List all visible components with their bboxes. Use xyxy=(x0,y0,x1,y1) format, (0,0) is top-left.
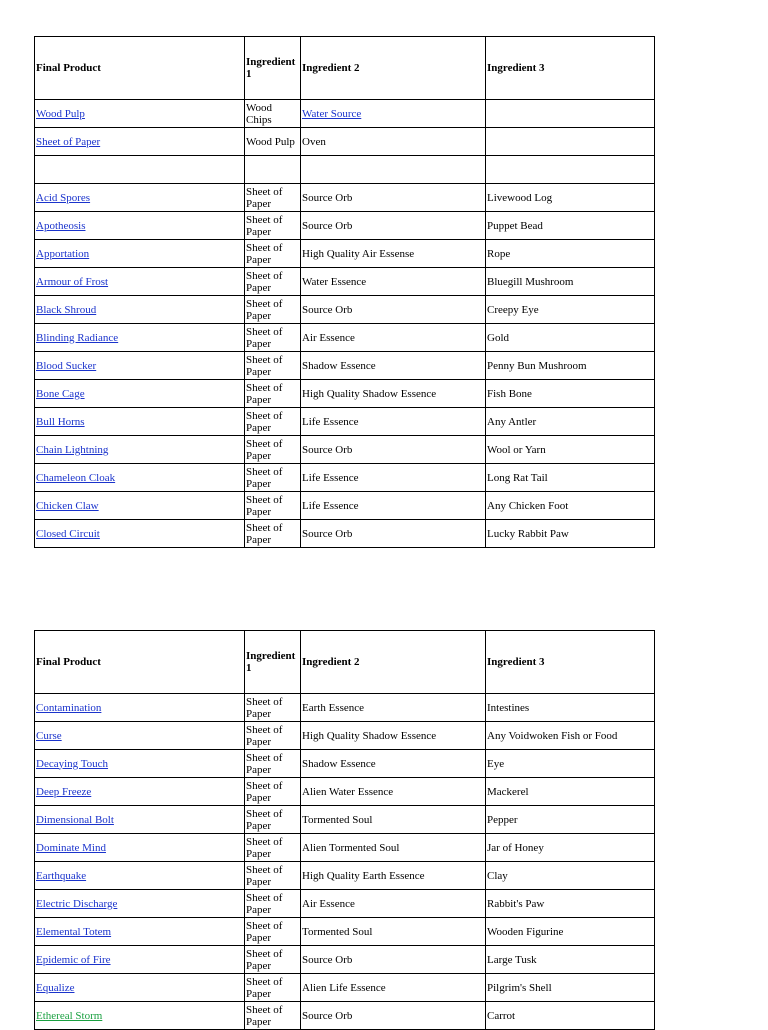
product-link[interactable]: Decaying Touch xyxy=(36,757,109,770)
cell-ingredient-1: Sheet of Paper xyxy=(245,806,301,834)
product-link[interactable]: Deep Freeze xyxy=(36,785,92,798)
header-ingredient-3: Ingredient 3 xyxy=(486,631,655,694)
cell-final-product xyxy=(35,156,245,184)
table-row xyxy=(35,750,655,778)
cell-ingredient-1: Sheet of Paper xyxy=(245,946,301,974)
product-link[interactable]: Elemental Totem xyxy=(36,925,112,938)
table-row xyxy=(35,240,655,268)
cell-ingredient-1: Sheet of Paper xyxy=(245,1002,301,1030)
cell-ingredient-3: Eye xyxy=(486,750,655,778)
cell-ingredient-2: Source Orb xyxy=(301,520,486,548)
cell-final-product xyxy=(35,722,245,750)
product-link[interactable]: Blinding Radiance xyxy=(36,331,119,344)
cell-final-product xyxy=(35,408,245,436)
product-link[interactable]: Blood Sucker xyxy=(36,359,97,372)
table-row xyxy=(35,212,655,240)
cell-ingredient-2: Life Essence xyxy=(301,408,486,436)
cell-final-product xyxy=(35,890,245,918)
table-row xyxy=(35,464,655,492)
header-ingredient-1: Ingredient 1 xyxy=(245,37,301,100)
cell-ingredient-1: Sheet of Paper xyxy=(245,520,301,548)
cell-ingredient-3: Creepy Eye xyxy=(486,296,655,324)
table-row xyxy=(35,694,655,722)
cell-ingredient-3: Penny Bun Mushroom xyxy=(486,352,655,380)
product-link[interactable]: Sheet of Paper xyxy=(36,135,101,148)
table-row xyxy=(35,296,655,324)
table-row xyxy=(35,492,655,520)
cell-final-product xyxy=(35,464,245,492)
cell-ingredient-3 xyxy=(486,128,655,156)
table-row xyxy=(35,974,655,1002)
cell-ingredient-3: Mackerel xyxy=(486,778,655,806)
cell-ingredient-3: Wooden Figurine xyxy=(486,918,655,946)
cell-ingredient-3: Large Tusk xyxy=(486,946,655,974)
cell-ingredient-3: Any Chicken Foot xyxy=(486,492,655,520)
cell-ingredient-2: Source Orb xyxy=(301,212,486,240)
table-row xyxy=(35,128,655,156)
cell-final-product xyxy=(35,212,245,240)
product-link[interactable]: Curse xyxy=(36,729,62,742)
product-link[interactable]: Apportation xyxy=(36,247,90,260)
cell-final-product xyxy=(35,694,245,722)
cell-final-product xyxy=(35,806,245,834)
cell-ingredient-2: Air Essence xyxy=(301,890,486,918)
cell-ingredient-1: Sheet of Paper xyxy=(245,212,301,240)
cell-final-product xyxy=(35,268,245,296)
cell-ingredient-1: Sheet of Paper xyxy=(245,722,301,750)
cell-ingredient-3: Any Antler xyxy=(486,408,655,436)
cell-final-product xyxy=(35,520,245,548)
product-link[interactable]: Armour of Frost xyxy=(36,275,109,288)
cell-ingredient-3: Fish Bone xyxy=(486,380,655,408)
cell-ingredient-3: Pilgrim's Shell xyxy=(486,974,655,1002)
cell-final-product xyxy=(35,1002,245,1030)
cell-ingredient-3 xyxy=(486,156,655,184)
table-row xyxy=(35,722,655,750)
cell-final-product xyxy=(35,296,245,324)
table-row xyxy=(35,520,655,548)
cell-ingredient-2: Earth Essence xyxy=(301,694,486,722)
header-ingredient-2: Ingredient 2 xyxy=(301,631,486,694)
table-row xyxy=(35,436,655,464)
cell-ingredient-2: High Quality Shadow Essence xyxy=(301,722,486,750)
cell-final-product xyxy=(35,184,245,212)
cell-ingredient-1: Sheet of Paper xyxy=(245,352,301,380)
table-row xyxy=(35,100,655,128)
cell-final-product xyxy=(35,436,245,464)
cell-ingredient-1: Sheet of Paper xyxy=(245,974,301,1002)
header-ingredient-2: Ingredient 2 xyxy=(301,37,486,100)
product-link[interactable]: Wood Pulp xyxy=(36,107,85,120)
cell-ingredient-2: Alien Water Essence xyxy=(301,778,486,806)
cell-ingredient-2: Water Essence xyxy=(301,268,486,296)
table-row xyxy=(35,778,655,806)
recipe-table-2 xyxy=(34,630,655,1030)
cell-ingredient-1: Sheet of Paper xyxy=(245,268,301,296)
cell-ingredient-1: Sheet of Paper xyxy=(245,324,301,352)
cell-ingredient-3: Any Voidwoken Fish or Food xyxy=(486,722,655,750)
cell-final-product xyxy=(35,946,245,974)
product-link[interactable]: Equalize xyxy=(36,981,75,994)
cell-ingredient-3: Rope xyxy=(486,240,655,268)
cell-ingredient-1: Sheet of Paper xyxy=(245,240,301,268)
product-link[interactable]: Chain Lightning xyxy=(36,443,109,456)
product-link[interactable]: Black Shroud xyxy=(36,303,97,316)
cell-ingredient-1: Sheet of Paper xyxy=(245,834,301,862)
cell-ingredient-1: Sheet of Paper xyxy=(245,778,301,806)
cell-ingredient-3: Puppet Bead xyxy=(486,212,655,240)
table-row xyxy=(35,918,655,946)
table-row xyxy=(35,862,655,890)
cell-ingredient-2: Source Orb xyxy=(301,1002,486,1030)
product-link[interactable]: Earthquake xyxy=(36,869,87,882)
table-row xyxy=(35,890,655,918)
cell-ingredient-1: Sheet of Paper xyxy=(245,408,301,436)
cell-ingredient-3: Carrot xyxy=(486,1002,655,1030)
table-row xyxy=(35,408,655,436)
product-link[interactable]: Contamination xyxy=(36,701,102,714)
cell-ingredient-3: Long Rat Tail xyxy=(486,464,655,492)
cell-ingredient-1: Sheet of Paper xyxy=(245,492,301,520)
product-link[interactable]: Electric Discharge xyxy=(36,897,118,910)
cell-ingredient-2: Source Orb xyxy=(301,436,486,464)
cell-ingredient-3 xyxy=(486,100,655,128)
cell-ingredient-3: Jar of Honey xyxy=(486,834,655,862)
cell-ingredient-1 xyxy=(245,156,301,184)
table-row xyxy=(35,806,655,834)
cell-ingredient-2: Life Essence xyxy=(301,464,486,492)
table-row xyxy=(35,156,655,184)
cell-final-product xyxy=(35,834,245,862)
cell-ingredient-1: Wood Pulp xyxy=(245,128,301,156)
cell-ingredient-1: Sheet of Paper xyxy=(245,184,301,212)
cell-final-product xyxy=(35,240,245,268)
cell-final-product xyxy=(35,100,245,128)
cell-final-product xyxy=(35,380,245,408)
cell-final-product xyxy=(35,128,245,156)
cell-ingredient-1: Sheet of Paper xyxy=(245,380,301,408)
cell-ingredient-1: Sheet of Paper xyxy=(245,296,301,324)
cell-ingredient-3: Bluegill Mushroom xyxy=(486,268,655,296)
cell-final-product xyxy=(35,778,245,806)
cell-ingredient-2: Alien Tormented Soul xyxy=(301,834,486,862)
cell-ingredient-3: Intestines xyxy=(486,694,655,722)
table-row xyxy=(35,1002,655,1030)
cell-ingredient-2: Life Essence xyxy=(301,492,486,520)
ingredient-link[interactable]: Water Source xyxy=(302,107,362,120)
cell-final-product xyxy=(35,352,245,380)
cell-ingredient-1: Sheet of Paper xyxy=(245,694,301,722)
cell-final-product xyxy=(35,324,245,352)
product-link[interactable]: Bull Horns xyxy=(36,415,85,428)
table-row xyxy=(35,268,655,296)
table-row xyxy=(35,352,655,380)
cell-ingredient-3: Clay xyxy=(486,862,655,890)
product-link[interactable]: Apotheosis xyxy=(36,219,86,232)
cell-ingredient-2: Source Orb xyxy=(301,184,486,212)
cell-final-product xyxy=(35,492,245,520)
cell-ingredient-2: Shadow Essence xyxy=(301,352,486,380)
product-link[interactable]: Chameleon Cloak xyxy=(36,471,116,484)
cell-final-product xyxy=(35,862,245,890)
cell-ingredient-3: Gold xyxy=(486,324,655,352)
header-ingredient-3: Ingredient 3 xyxy=(486,37,655,100)
product-link[interactable]: Dominate Mind xyxy=(36,841,106,854)
cell-ingredient-2: High Quality Air Essense xyxy=(301,240,486,268)
cell-ingredient-3: Wool or Yarn xyxy=(486,436,655,464)
cell-ingredient-1: Sheet of Paper xyxy=(245,464,301,492)
cell-ingredient-3: Livewood Log xyxy=(486,184,655,212)
header-ingredient-1: Ingredient 1 xyxy=(245,631,301,694)
table-header-row xyxy=(35,37,655,100)
cell-ingredient-2 xyxy=(301,100,486,128)
cell-ingredient-1: Sheet of Paper xyxy=(245,436,301,464)
cell-ingredient-2: Alien Life Essence xyxy=(301,974,486,1002)
cell-ingredient-2: Air Essence xyxy=(301,324,486,352)
cell-ingredient-2: Tormented Soul xyxy=(301,806,486,834)
recipe-table-1 xyxy=(34,36,655,548)
table-row xyxy=(35,834,655,862)
table-row xyxy=(35,380,655,408)
cell-ingredient-2: Source Orb xyxy=(301,296,486,324)
cell-ingredient-2: Tormented Soul xyxy=(301,918,486,946)
header-final-product: Final Product xyxy=(35,37,245,100)
cell-final-product xyxy=(35,750,245,778)
product-link[interactable]: Acid Spores xyxy=(36,191,91,204)
cell-ingredient-2: Shadow Essence xyxy=(301,750,486,778)
cell-ingredient-3: Pepper xyxy=(486,806,655,834)
product-link[interactable]: Closed Circuit xyxy=(36,527,100,540)
cell-ingredient-1: Sheet of Paper xyxy=(245,750,301,778)
product-link[interactable]: Bone Cage xyxy=(36,387,85,400)
product-link[interactable]: Ethereal Storm xyxy=(36,1009,103,1022)
cell-ingredient-1: Sheet of Paper xyxy=(245,918,301,946)
cell-ingredient-2: High Quality Shadow Essence xyxy=(301,380,486,408)
cell-final-product xyxy=(35,974,245,1002)
cell-ingredient-2: High Quality Earth Essence xyxy=(301,862,486,890)
table-row xyxy=(35,324,655,352)
cell-ingredient-1: Wood Chips xyxy=(245,100,301,128)
product-link[interactable]: Dimensional Bolt xyxy=(36,813,114,826)
cell-final-product xyxy=(35,918,245,946)
header-final-product: Final Product xyxy=(35,631,245,694)
product-link[interactable]: Chicken Claw xyxy=(36,499,99,512)
cell-ingredient-1: Sheet of Paper xyxy=(245,890,301,918)
product-link[interactable]: Epidemic of Fire xyxy=(36,953,111,966)
table-row xyxy=(35,946,655,974)
cell-ingredient-2: Source Orb xyxy=(301,946,486,974)
cell-ingredient-2 xyxy=(301,156,486,184)
cell-ingredient-1: Sheet of Paper xyxy=(245,862,301,890)
table-header-row xyxy=(35,631,655,694)
table-row xyxy=(35,184,655,212)
cell-ingredient-3: Rabbit's Paw xyxy=(486,890,655,918)
cell-ingredient-3: Lucky Rabbit Paw xyxy=(486,520,655,548)
cell-ingredient-2: Oven xyxy=(301,128,486,156)
